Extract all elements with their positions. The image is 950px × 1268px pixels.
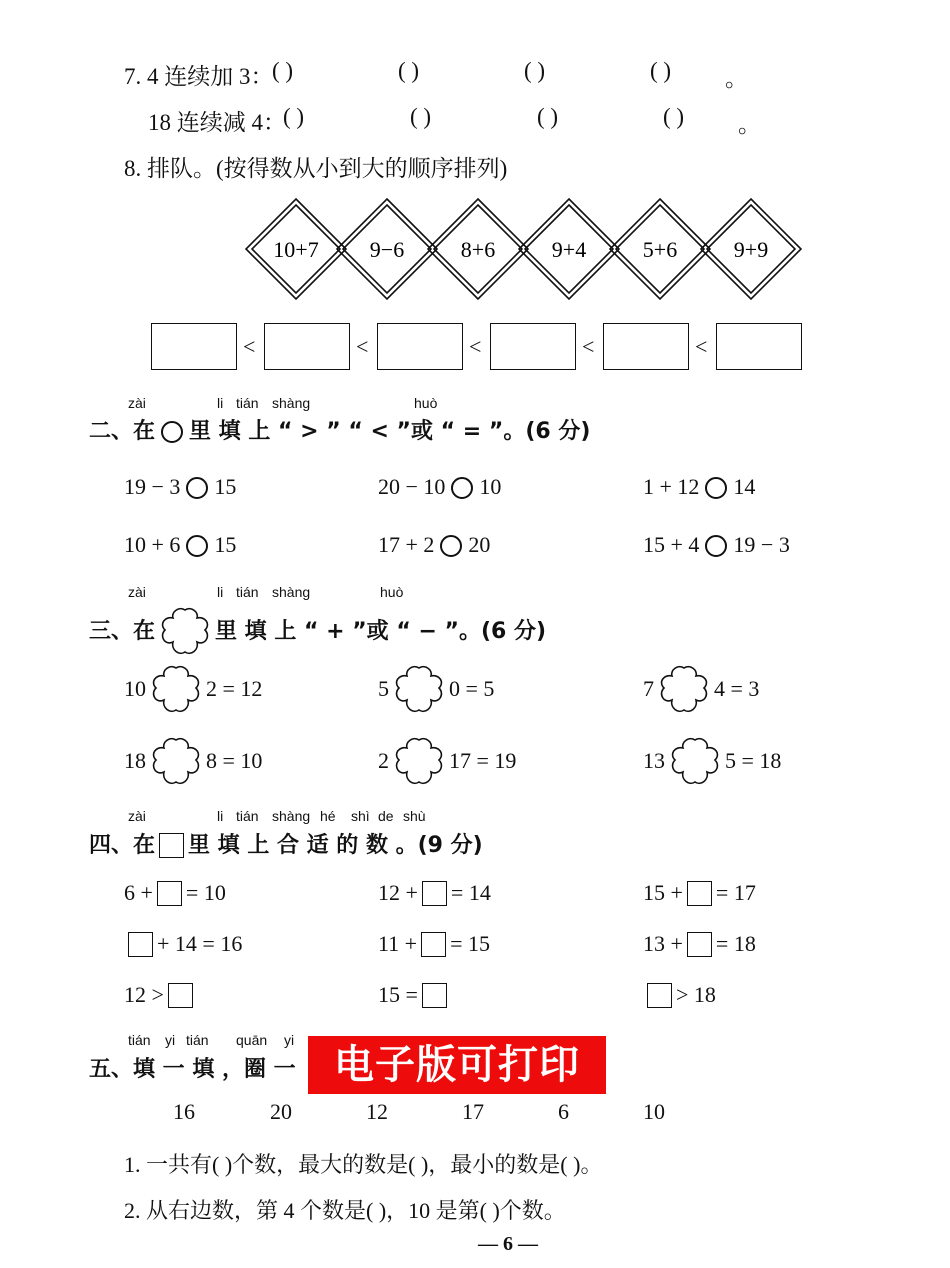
q8-answer-box-6[interactable] <box>716 323 802 370</box>
compare-circle[interactable] <box>705 535 727 557</box>
s2-heading <box>89 414 590 445</box>
diamond-expression: 9−6 <box>369 237 405 262</box>
q8-title: 8. 排队。(按得数从小到大的顺序排列) <box>124 156 508 181</box>
flower-blank[interactable] <box>656 662 712 718</box>
s5-number-6: 10 <box>643 1099 665 1124</box>
answer-square[interactable] <box>647 983 672 1008</box>
s2-heading-number: 二、在 <box>89 419 156 444</box>
s3-item-6: 13 5 = 18 <box>643 734 781 790</box>
s4-heading <box>89 828 483 859</box>
q7-line2-prefix: 18 连续减 4： <box>148 110 286 135</box>
s4-item-6: 13 + = 18 <box>643 931 756 956</box>
compare-circle[interactable] <box>705 477 727 499</box>
answer-square[interactable] <box>168 983 193 1008</box>
diamond-expression: 10+7 <box>273 237 319 262</box>
s2-pinyin-shang: shàng <box>272 395 311 411</box>
s3-item-3: 7 4 = 3 <box>643 662 759 718</box>
expression-diamond <box>337 199 437 299</box>
q8-answer-box-1[interactable] <box>151 323 237 370</box>
circle-icon <box>161 421 183 443</box>
s5-number-4: 17 <box>462 1099 484 1124</box>
q7-line2-end: 。 <box>738 112 761 137</box>
flower-blank[interactable] <box>148 662 204 718</box>
q8-answer-box-3[interactable] <box>377 323 463 370</box>
s3-pinyin-huo: huò <box>380 584 404 600</box>
q8-less-than-1: < <box>243 334 256 359</box>
q7-line1-prefix: 7. 4 连续加 3： <box>124 64 274 89</box>
expression-diamond <box>519 199 619 299</box>
s5-number-2: 20 <box>270 1099 292 1124</box>
q7-line1-blank-2[interactable]: ( ) <box>398 58 420 83</box>
compare-circle[interactable] <box>451 477 473 499</box>
q7-line2-blank-2[interactable]: ( ) <box>410 104 432 129</box>
answer-square[interactable] <box>128 932 153 957</box>
s5-heading: 五、填 一 填 ，圈 一 <box>89 1057 296 1082</box>
s5-pinyin-tian2: tián <box>186 1032 209 1048</box>
answer-square[interactable] <box>422 881 447 906</box>
s5-pinyin-yi: yi <box>165 1032 176 1048</box>
s3-pinyin-shang: shàng <box>272 584 311 600</box>
s2-heading-text: 里 填 上 “ > ” “ < ”或 “ = ”。(6 分) <box>189 419 591 444</box>
s4-heading-number: 四、在 <box>89 833 156 858</box>
q8-less-than-4: < <box>582 334 595 359</box>
q8-less-than-5: < <box>695 334 708 359</box>
s4-item-9: > 18 <box>643 982 716 1008</box>
diamond-expression: 8+6 <box>460 237 496 262</box>
watermark-stamp: 电子版可打印 <box>308 1036 606 1094</box>
s2-item-2: 20 − 10 10 <box>378 474 502 499</box>
s2-item-6: 15 + 4 19 − 3 <box>643 532 790 557</box>
compare-circle[interactable] <box>186 477 208 499</box>
s4-heading-text: 里 填 上 合 适 的 数 。(9 分) <box>188 833 483 858</box>
s4-item-4: + 14 = 16 <box>124 931 242 957</box>
flower-blank[interactable] <box>667 734 723 790</box>
q7-line2-blank-1[interactable]: ( ) <box>283 104 305 129</box>
s5-number-3: 12 <box>366 1099 388 1124</box>
s2-item-4: 10 + 6 15 <box>124 532 237 557</box>
s5-pinyin-yi2: yi <box>284 1032 295 1048</box>
s4-pinyin-zai: zài <box>128 808 146 824</box>
s5-number-5: 6 <box>558 1099 569 1124</box>
answer-square[interactable] <box>157 881 182 906</box>
answer-square[interactable] <box>687 881 712 906</box>
s3-item-2: 5 0 = 5 <box>378 662 494 718</box>
expression-diamond <box>610 199 710 299</box>
flower-blank[interactable] <box>148 734 204 790</box>
s4-item-8: 15 = <box>378 982 451 1008</box>
q7-line1-blank-3[interactable]: ( ) <box>524 58 546 83</box>
s3-item-1: 10 2 = 12 <box>124 662 262 718</box>
s2-item-3: 1 + 12 14 <box>643 474 756 499</box>
s4-pinyin-shang: shàng <box>272 808 311 824</box>
s4-item-7: 12 > <box>124 982 197 1008</box>
diamond-expression: 5+6 <box>642 237 678 262</box>
s3-heading <box>89 604 546 660</box>
page-number: — 6 — <box>478 1233 538 1255</box>
s3-heading-number: 三、在 <box>89 619 156 644</box>
flower-blank[interactable] <box>391 734 447 790</box>
q8-answer-box-5[interactable] <box>603 323 689 370</box>
s4-pinyin-shu: shù <box>403 808 426 824</box>
q7-line1-blank-1[interactable]: ( ) <box>272 58 294 83</box>
q8-answer-box-4[interactable] <box>490 323 576 370</box>
s4-item-1: 6 + = 10 <box>124 880 226 905</box>
s5-question-1: 1. 一共有( )个数，最大的数是( )，最小的数是( )。 <box>124 1152 603 1177</box>
compare-circle[interactable] <box>440 535 462 557</box>
square-icon <box>159 833 184 858</box>
s2-pinyin-li: li <box>217 395 224 411</box>
answer-square[interactable] <box>687 932 712 957</box>
s3-pinyin-li: li <box>217 584 224 600</box>
q8-diamond-row <box>0 190 950 310</box>
s5-pinyin-tian: tián <box>128 1032 151 1048</box>
s5-pinyin-quan: quān <box>236 1032 268 1048</box>
compare-circle[interactable] <box>186 535 208 557</box>
s2-pinyin-tian: tián <box>236 395 259 411</box>
diamond-expression: 9+4 <box>551 237 587 262</box>
s2-item-1: 19 − 3 15 <box>124 474 237 499</box>
flower-blank[interactable] <box>391 662 447 718</box>
s3-item-5: 2 17 = 19 <box>378 734 516 790</box>
s5-number-1: 16 <box>173 1099 195 1124</box>
s4-pinyin-tian: tián <box>236 808 259 824</box>
s4-item-5: 11 + = 15 <box>378 931 491 956</box>
s4-pinyin-de: de <box>378 808 394 824</box>
q8-less-than-2: < <box>356 334 369 359</box>
answer-square[interactable] <box>421 932 446 957</box>
s3-pinyin-tian: tián <box>236 584 259 600</box>
s2-pinyin-huo: huò <box>414 395 438 411</box>
q7-line1-blank-4[interactable]: ( ) <box>650 58 672 83</box>
s4-pinyin-li: li <box>217 808 224 824</box>
q7-line2-blank-4[interactable]: ( ) <box>663 104 685 129</box>
q7-line1-end: 。 <box>725 66 748 91</box>
s4-item-3: 15 + = 17 <box>643 880 756 905</box>
diamond-expression: 9+9 <box>733 237 769 262</box>
flower-icon <box>157 604 213 660</box>
answer-square[interactable] <box>422 983 447 1008</box>
expression-diamond <box>428 199 528 299</box>
s3-heading-text: 里 填 上 “ + ”或 “ − ”。(6 分) <box>215 619 547 644</box>
s4-pinyin-shi: shì <box>351 808 370 824</box>
s4-pinyin-he: hé <box>320 808 336 824</box>
s5-question-2: 2. 从右边数，第 4 个数是( )，10 是第( )个数。 <box>124 1198 566 1223</box>
expression-diamond <box>246 199 346 299</box>
q7-line2-blank-3[interactable]: ( ) <box>537 104 559 129</box>
s2-pinyin-zai: zài <box>128 395 146 411</box>
s3-item-4: 18 8 = 10 <box>124 734 262 790</box>
expression-diamond <box>701 199 801 299</box>
s3-pinyin-zai: zài <box>128 584 146 600</box>
q8-answer-box-2[interactable] <box>264 323 350 370</box>
q8-less-than-3: < <box>469 334 482 359</box>
s2-item-5: 17 + 2 20 <box>378 532 491 557</box>
q7-line1 <box>124 58 274 91</box>
s4-item-2: 12 + = 14 <box>378 880 491 905</box>
